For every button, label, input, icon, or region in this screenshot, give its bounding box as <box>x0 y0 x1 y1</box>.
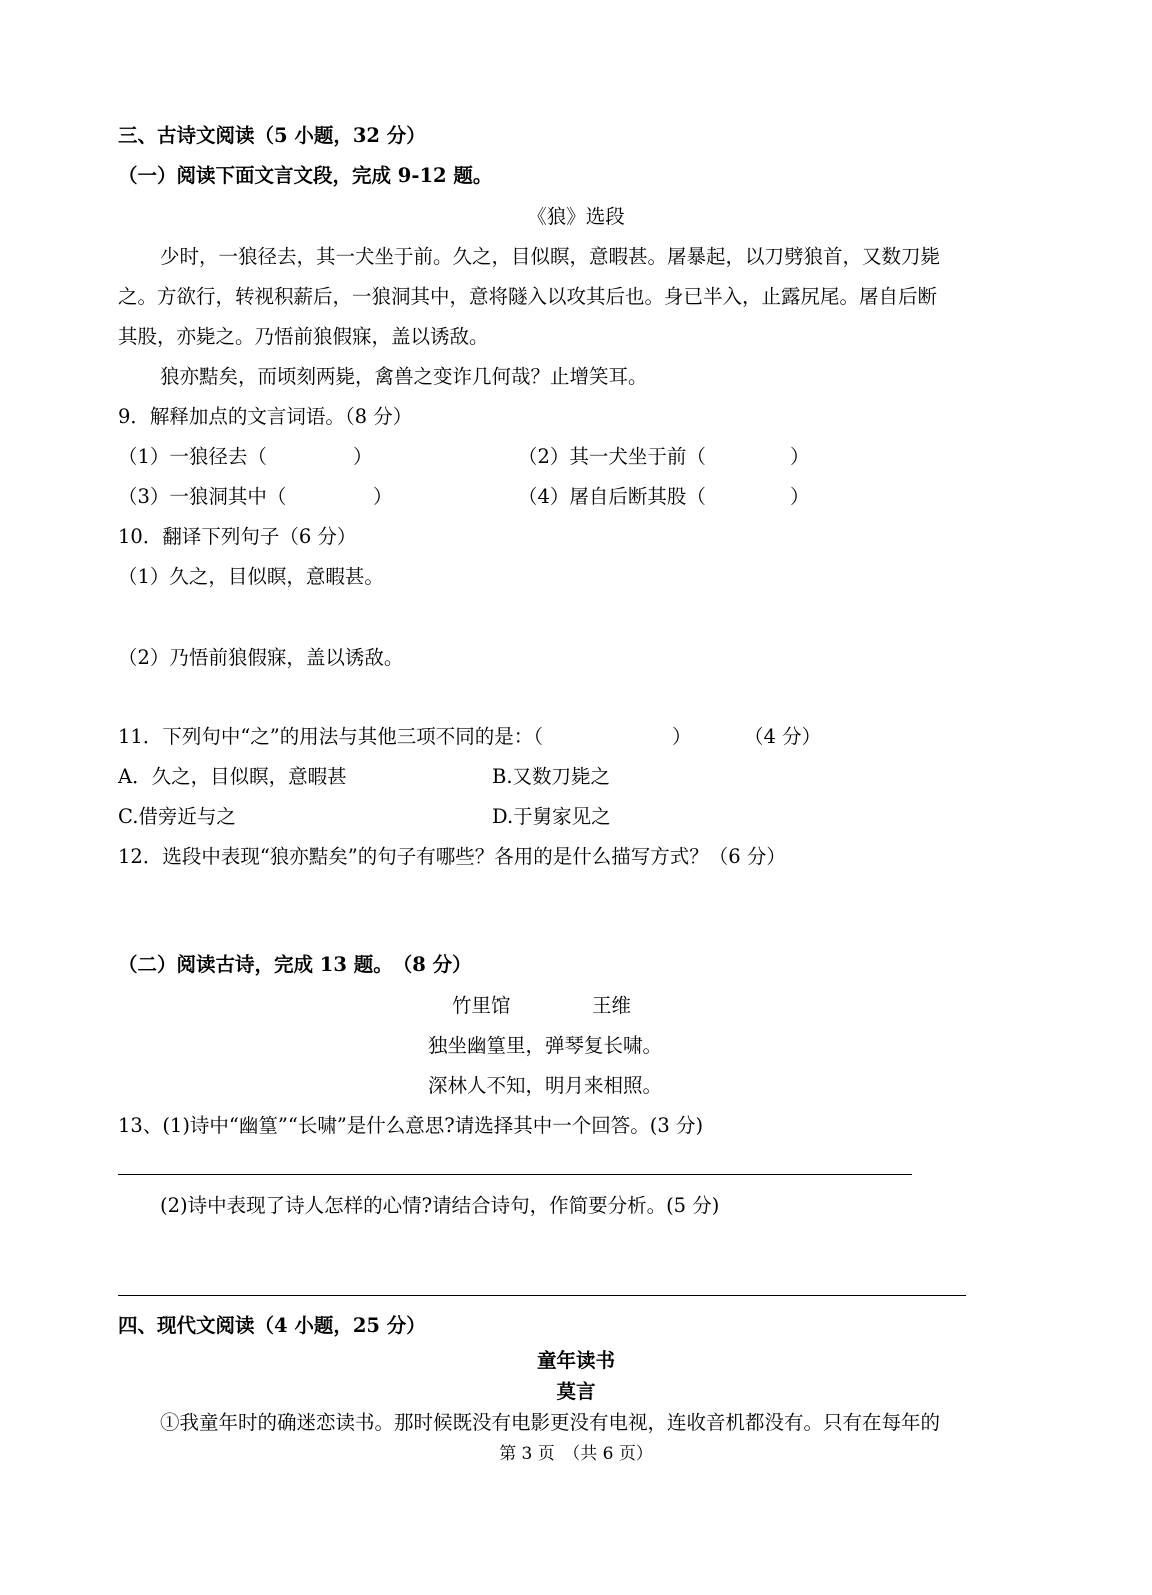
q9-item1-close: ） <box>353 445 373 468</box>
article-para1: ①我童年时的确迷恋读书。那时候既没有电影更没有电视，连收音机都没有。只有在每年的 <box>160 1411 941 1434</box>
section3-heading: 三、古诗文阅读（5 小题，32 分） <box>118 124 426 147</box>
q13-part2: (2)诗中表现了诗人怎样的心情?请结合诗句，作简要分析。(5 分) <box>160 1194 720 1217</box>
poem-author: 王维 <box>592 994 632 1017</box>
q9-item2: （2）其一犬坐于前（ <box>518 445 706 468</box>
q9-item1: （1）一狼径去（ <box>118 445 267 468</box>
answer-line-2 <box>118 1295 966 1296</box>
answer-line-1 <box>118 1174 912 1175</box>
q10-sentence2: （2）乃悟前狼假寐，盖以诱敌。 <box>118 646 404 669</box>
q10-stem: 10．翻译下列句子（6 分） <box>118 525 357 548</box>
passage-para2: 狼亦黠矣，而顷刻两毙，禽兽之变诈几何哉？止增笑耳。 <box>160 365 648 388</box>
page-footer: 第 3 页 （共 6 页） <box>499 1444 653 1464</box>
q9-item4-close: ） <box>790 485 810 508</box>
q9-item3-close: ） <box>373 485 393 508</box>
q9-item2-close: ） <box>790 445 810 468</box>
poem-line2: 深林人不知，明月来相照。 <box>428 1074 663 1097</box>
passage-title: 《狼》选段 <box>527 205 625 228</box>
q11-stem: 11．下列句中“之”的用法与其他三项不同的是：（ <box>118 725 544 748</box>
q11-option-c: C.借旁近与之 <box>118 805 236 828</box>
q11-close: ） <box>672 725 692 748</box>
q10-sentence1: （1）久之，目似瞑，意暇甚。 <box>118 565 384 588</box>
q9-item3: （3）一狼洞其中（ <box>118 485 287 508</box>
part2-heading: （二）阅读古诗，完成 13 题。 （8 分） <box>118 953 472 976</box>
article-author: 莫言 <box>556 1380 596 1403</box>
passage-para1-line2: 之。方欲行，转视积薪后，一狼洞其中，意将隧入以攻其后也。身已半入，止露尻尾。屠自后断 <box>118 285 938 308</box>
q13-part1: 13、(1)诗中“幽篁”“长啸”是什么意思?请选择其中一个回答。(3 分) <box>118 1114 704 1137</box>
q12-stem: 12．选段中表现“狼亦黠矣”的句子有哪些？各用的是什么描写方式？（6 分） <box>118 845 786 868</box>
q11-option-d: D.于舅家见之 <box>492 805 611 828</box>
q11-option-b: B.又数刀毙之 <box>492 765 611 788</box>
q11-option-a: A．久之，目似瞑，意暇甚 <box>118 765 347 788</box>
poem-title: 竹里馆 <box>452 994 511 1017</box>
q9-item4: （4）屠自后断其股（ <box>518 485 706 508</box>
passage-para1-line1: 少时，一狼径去，其一犬坐于前。久之，目似瞑，意暇甚。屠暴起，以刀劈狼首，又数刀毙 <box>160 245 941 268</box>
article-title: 童年读书 <box>536 1349 615 1372</box>
part1-heading: （一）阅读下面文言文段，完成 9-12 题。 <box>118 164 493 187</box>
q9-stem: 9．解释加点的文言词语。（8 分） <box>118 405 413 428</box>
q11-score: （4 分） <box>744 725 822 748</box>
section4-heading: 四、现代文阅读（4 小题，25 分） <box>118 1314 426 1337</box>
passage-para1-line3: 其股，亦毙之。乃悟前狼假寐，盖以诱敌。 <box>118 325 489 348</box>
poem-line1: 独坐幽篁里，弹琴复长啸。 <box>428 1034 663 1057</box>
